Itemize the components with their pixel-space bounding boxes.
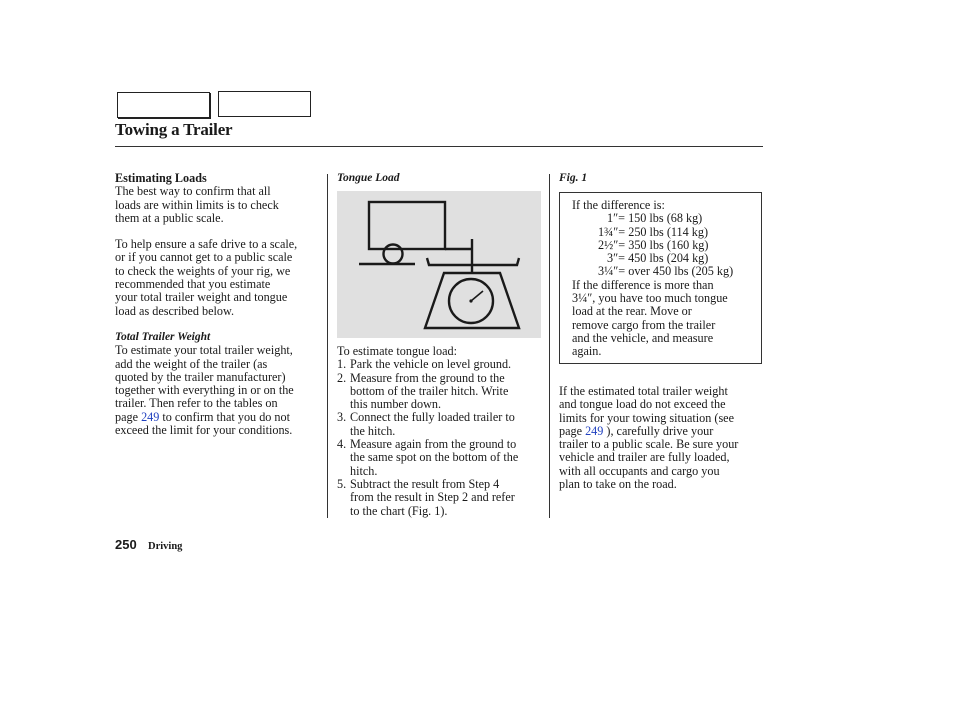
paragraph-safe-drive: To help ensure a safe drive to a scale, or if you cannot get to a public scale to check the weights of your rig, we recommended that you estimate your total trailer weight and tongue load as described below. bbox=[115, 237, 298, 318]
step-item: 3. Connect the fully loaded trailer to the hitch. bbox=[337, 410, 515, 438]
page-link-249[interactable]: 249 bbox=[141, 409, 160, 424]
nav-button-contents[interactable] bbox=[117, 92, 210, 118]
page-number: 250 bbox=[115, 537, 137, 552]
figure-caption-tongue-load: Tongue Load bbox=[337, 172, 400, 184]
step-item: 4. Measure again from the ground to the same spot on the bottom of the hitch. bbox=[337, 437, 519, 478]
subheading-total-trailer-weight: Total Trailer Weight bbox=[115, 330, 211, 343]
left-column bbox=[115, 172, 323, 437]
title-rule bbox=[115, 146, 763, 147]
fig-outro: If the difference is more than 3¼″, you have too much tongue load at the rear. Move or remove cargo from the trailer and the vehicle, and measure again. bbox=[572, 277, 728, 359]
fig-row: 3″= 450 lbs (204 kg) bbox=[607, 251, 709, 266]
fig-intro: If the difference is: bbox=[572, 198, 665, 212]
fig-row: 1″= 150 lbs (68 kg) bbox=[607, 211, 703, 226]
nav-button-index[interactable] bbox=[218, 91, 311, 117]
section-name: Driving bbox=[148, 541, 183, 552]
step-item: 1. Park the vehicle on level ground. bbox=[337, 357, 512, 372]
paragraph-confirm-limits: The best way to confirm that all loads are within limits is to check them at a public scale. bbox=[115, 184, 279, 225]
right-column-paragraph: If the estimated total trailer weight and tongue load do not exceed the limits for your towing situation (see page 249 ), carefully drive your trailer to a public scale. Be sure your vehicle and trailer are fully loaded, with all occupants and cargo you plan to take on the road. bbox=[559, 384, 739, 492]
column-divider-2 bbox=[549, 174, 550, 518]
fig-chart-content bbox=[572, 199, 760, 359]
figure-caption-fig-1: Fig. 1 bbox=[559, 172, 588, 184]
step-item: 5. Subtract the result from Step 4 from the result in Step 2 and refer to the chart (Fig. 1). bbox=[337, 476, 515, 518]
scale-pivot-icon bbox=[469, 299, 472, 302]
fig-row: 1¾″= 250 lbs (114 kg) bbox=[598, 224, 709, 239]
page-title: Towing a Trailer bbox=[115, 120, 233, 139]
fig-row: 2½″= 350 lbs (160 kg) bbox=[598, 237, 709, 252]
section-heading-estimating-loads: Estimating Loads bbox=[115, 171, 207, 185]
step-item: 2. Measure from the ground to the bottom of the trailer hitch. Write this number down. bbox=[337, 370, 509, 412]
tongue-load-chart-box bbox=[559, 192, 762, 364]
tongue-load-illustration bbox=[337, 191, 541, 338]
fig-row: 3¼″= over 450 lbs (205 kg) bbox=[598, 264, 734, 279]
middle-column-text bbox=[337, 345, 545, 518]
paragraph-total-weight: To estimate your total trailer weight, add the weight of the trailer (as quoted by the trailer manufacturer) together with everything in or on the trailer. Then refer to the tables on page 249 to confirm that you do not exceed the limit for your conditions. bbox=[115, 343, 294, 438]
tongue-load-intro: To estimate tongue load: bbox=[337, 344, 457, 358]
column-divider-1 bbox=[327, 174, 328, 518]
page-link-249[interactable]: 249 bbox=[585, 423, 604, 438]
tongue-load-steps bbox=[337, 358, 545, 518]
